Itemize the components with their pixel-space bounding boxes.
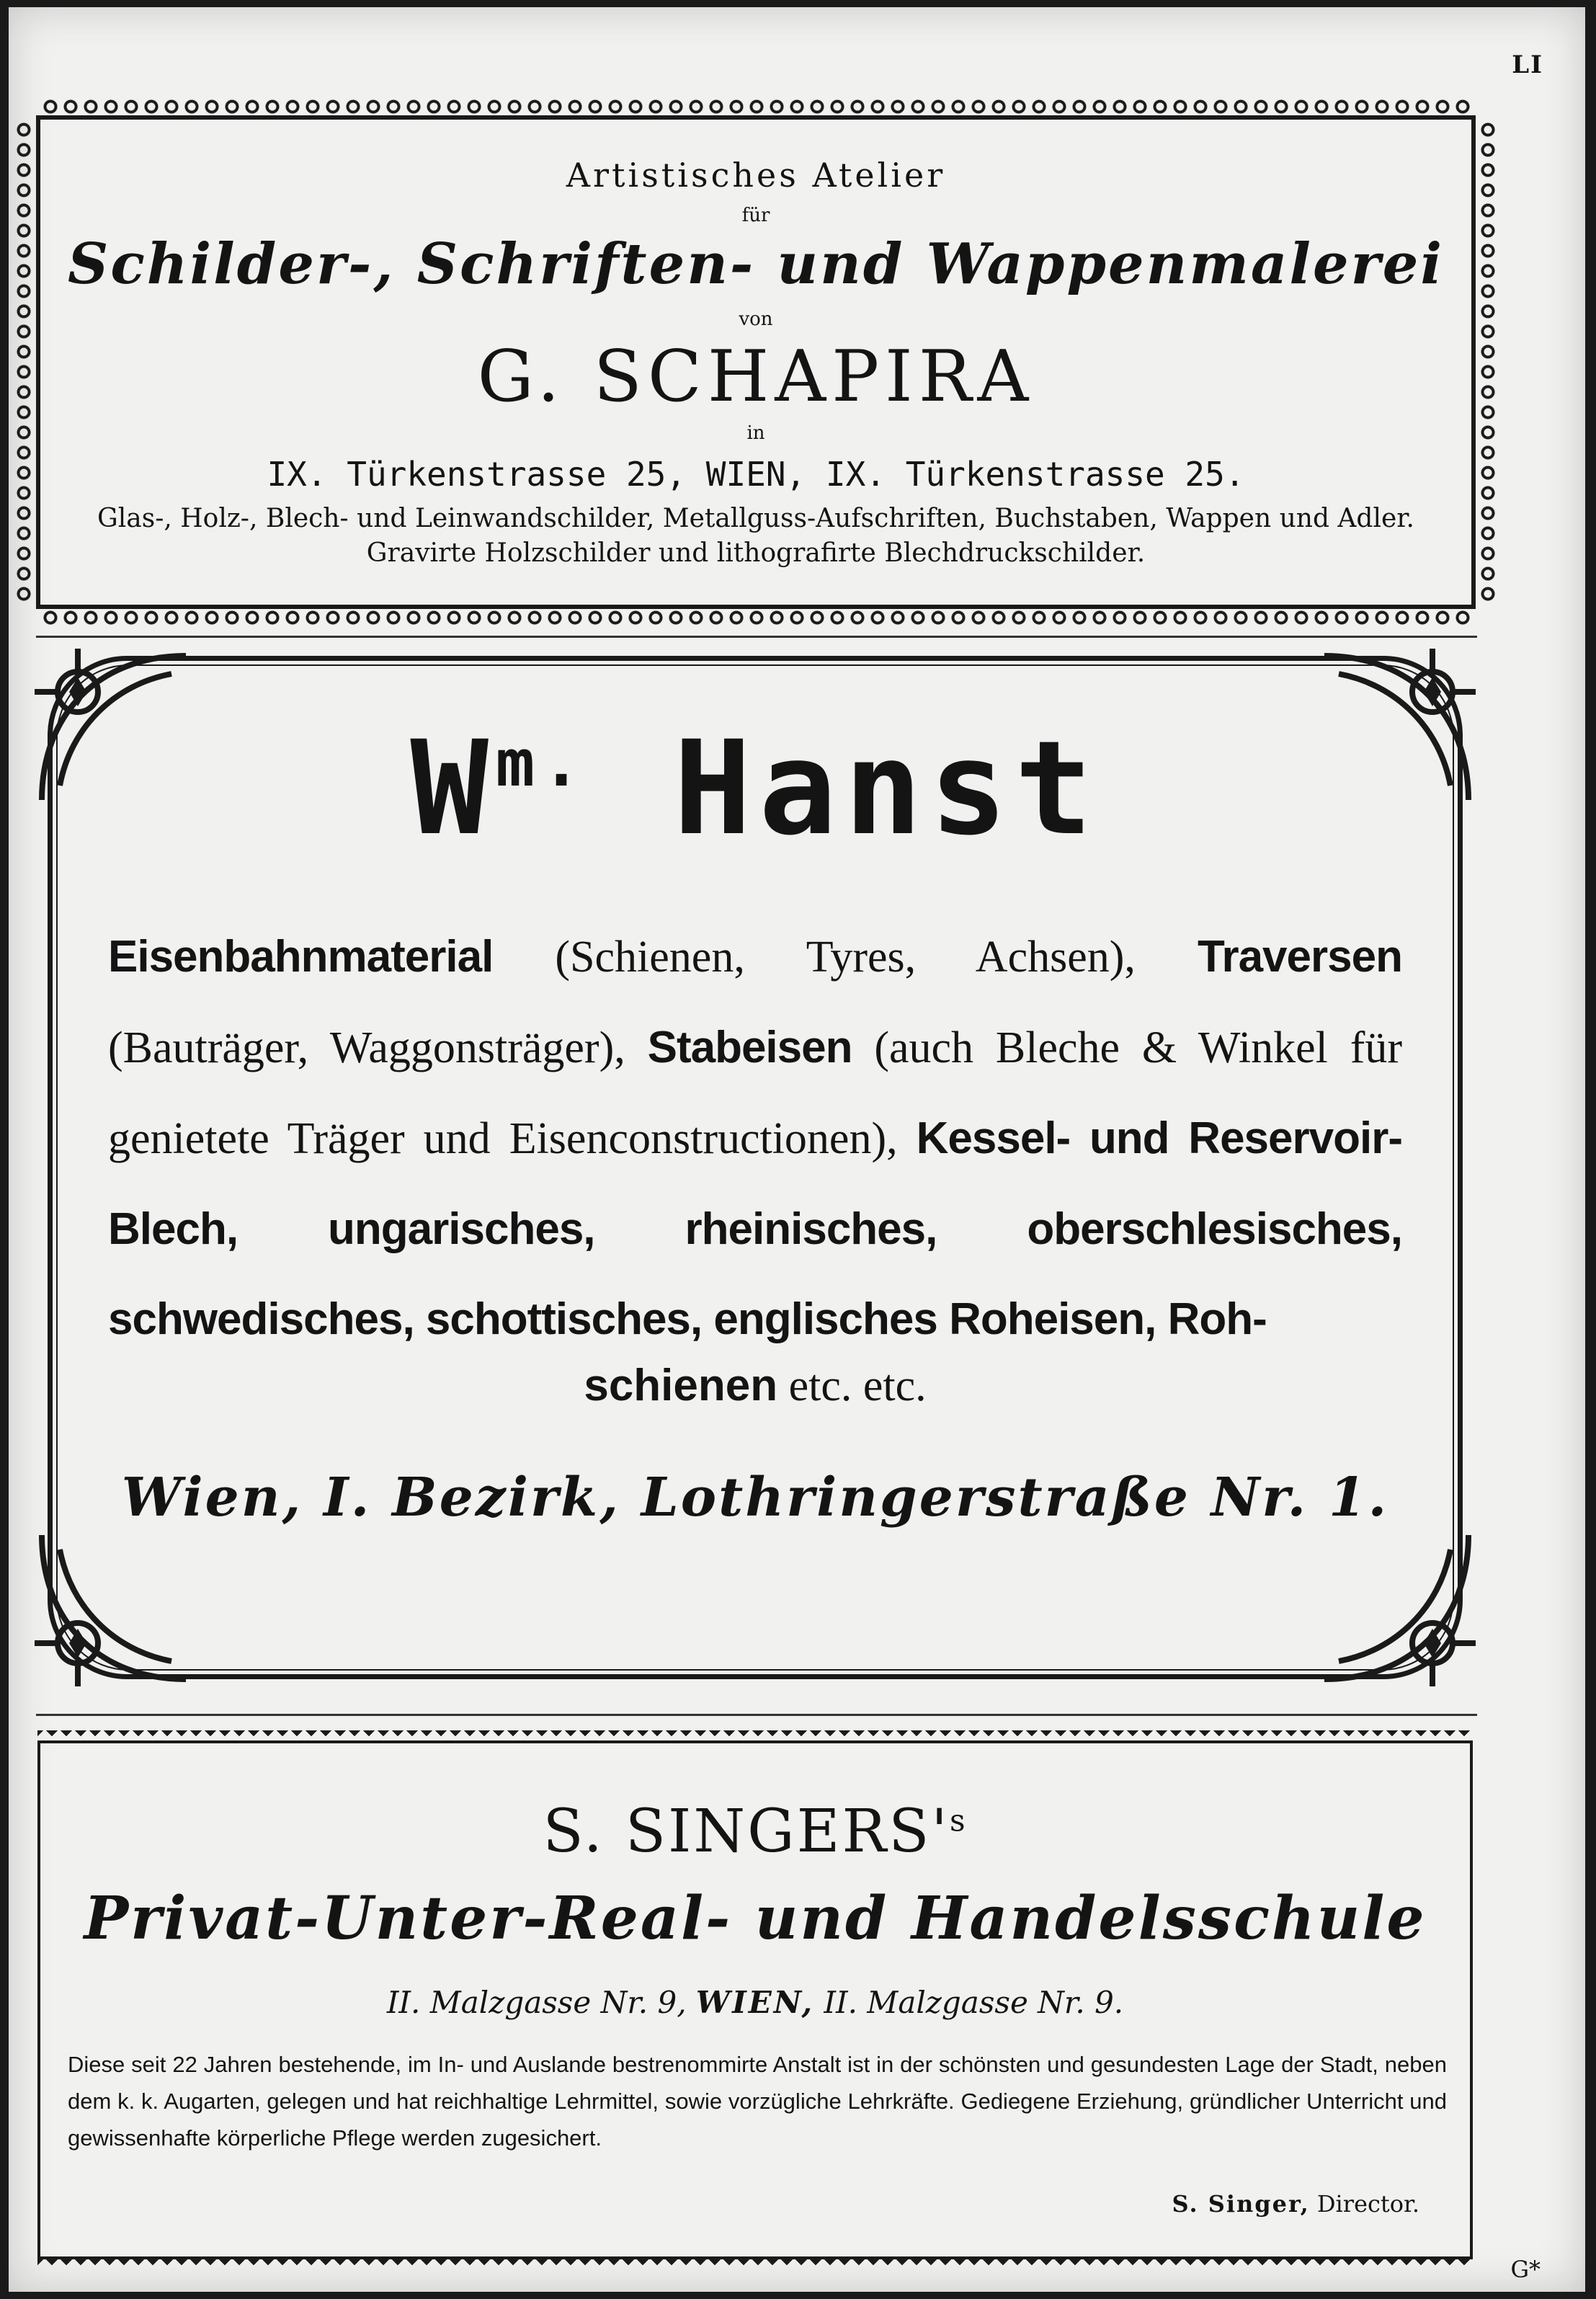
school-owner-sup: s (949, 1802, 968, 1838)
divider (36, 1714, 1477, 1716)
product-stabeisen-detail: (auch Bleche & Winkel für genietete Träger und Eisenconstructionen), (108, 1023, 1402, 1163)
title-m: m. (495, 726, 589, 801)
product-schienen: schienen (584, 1361, 778, 1410)
addr-right: II. Malzgasse Nr. 9. (814, 1985, 1124, 2020)
product-rail-detail: (Schienen, Tyres, Achsen), (493, 933, 1198, 982)
company-address: Wien, I. Bezirk, Lothringerstraße Nr. 1. (121, 1467, 1389, 1529)
title-w: W (410, 713, 496, 864)
company-title (27, 713, 1483, 864)
page (9, 7, 1585, 2292)
product-list-end (27, 1358, 1483, 1412)
product-blech-roheisen: Kessel- und Reservoir-Blech, ungarisches, rheinisches, oberschlesisches, schwedisches, schottisches, englisches Roheisen, Roh- (108, 1113, 1402, 1344)
divider (36, 636, 1477, 638)
zigzag-border-top (37, 1730, 1473, 1740)
ad-hanst (27, 641, 1483, 1694)
product-traversen: Traversen (1198, 932, 1402, 982)
trade-heading: Schilder-, Schriften- und Wappenmalerei (67, 231, 1444, 297)
signer-title: Director. (1309, 2190, 1419, 2218)
addr-left: II. Malzgasse Nr. 9, (386, 1985, 696, 2020)
signature-mark: G* (1510, 2256, 1541, 2283)
corner-ornament-icon (1310, 1521, 1483, 1694)
school-owner-name: S. SINGERS' (543, 1797, 950, 1866)
fuer-label: für (741, 205, 770, 226)
product-etc: etc. etc. (777, 1361, 927, 1410)
chain-border-right (1480, 120, 1496, 605)
product-list (108, 912, 1402, 1364)
school-name: Privat-Unter-Real- und Handelsschule (84, 1884, 1427, 1953)
company-address: IX. Türkenstrasse 25, WIEN, IX. Türkenstrasse 25. (267, 455, 1245, 494)
in-label: in (746, 422, 765, 444)
product-stabeisen: Stabeisen (647, 1023, 852, 1072)
addr-city: WIEN, (695, 1985, 815, 2020)
title-name: Hanst (673, 713, 1100, 864)
chain-border-left (16, 120, 32, 605)
company-description: Glas-, Holz-, Blech- und Leinwandschilder, Metallguss-Aufschriften, Buchstaben, Wappen und Adler. Gravirte Holzschilder und lithografirte Blechdruckschilder. (97, 504, 1414, 568)
von-label: von (739, 308, 773, 330)
signer-name: S. Singer, (1172, 2190, 1310, 2218)
signature (1172, 2190, 1419, 2218)
school-owner (40, 1797, 1470, 1866)
school-description: Diese seit 22 Jahren bestehende, im In- und Auslande bestrenommirte Anstalt ist in der schönsten und gesundesten Lage der Stadt, neben dem k. k. Augarten, gelegen und hat reichhaltige Lehrmittel, sowie vorzügliche Lehrkräfte. Gediegene Erziehung, gründlicher Unterricht und gewissenhafte körperliche Pflege werden zugesichert. (68, 2052, 1447, 2151)
company-name: G. SCHAPIRA (477, 336, 1035, 418)
chain-border-top (40, 98, 1471, 115)
ad-singer (37, 1740, 1473, 2259)
product-rail-material: Eisenbahnmaterial (108, 932, 494, 982)
chain-border-bottom (40, 609, 1471, 626)
school-address (40, 1985, 1470, 2020)
product-traversen-detail: (Bauträger, Waggonsträger), (108, 1023, 648, 1072)
zigzag-border-bottom (37, 2259, 1473, 2269)
atelier-heading: Artistisches Atelier (566, 156, 946, 195)
ad-schapira (36, 115, 1476, 609)
corner-ornament-icon (27, 1521, 200, 1694)
page-number: LI (1512, 50, 1543, 79)
